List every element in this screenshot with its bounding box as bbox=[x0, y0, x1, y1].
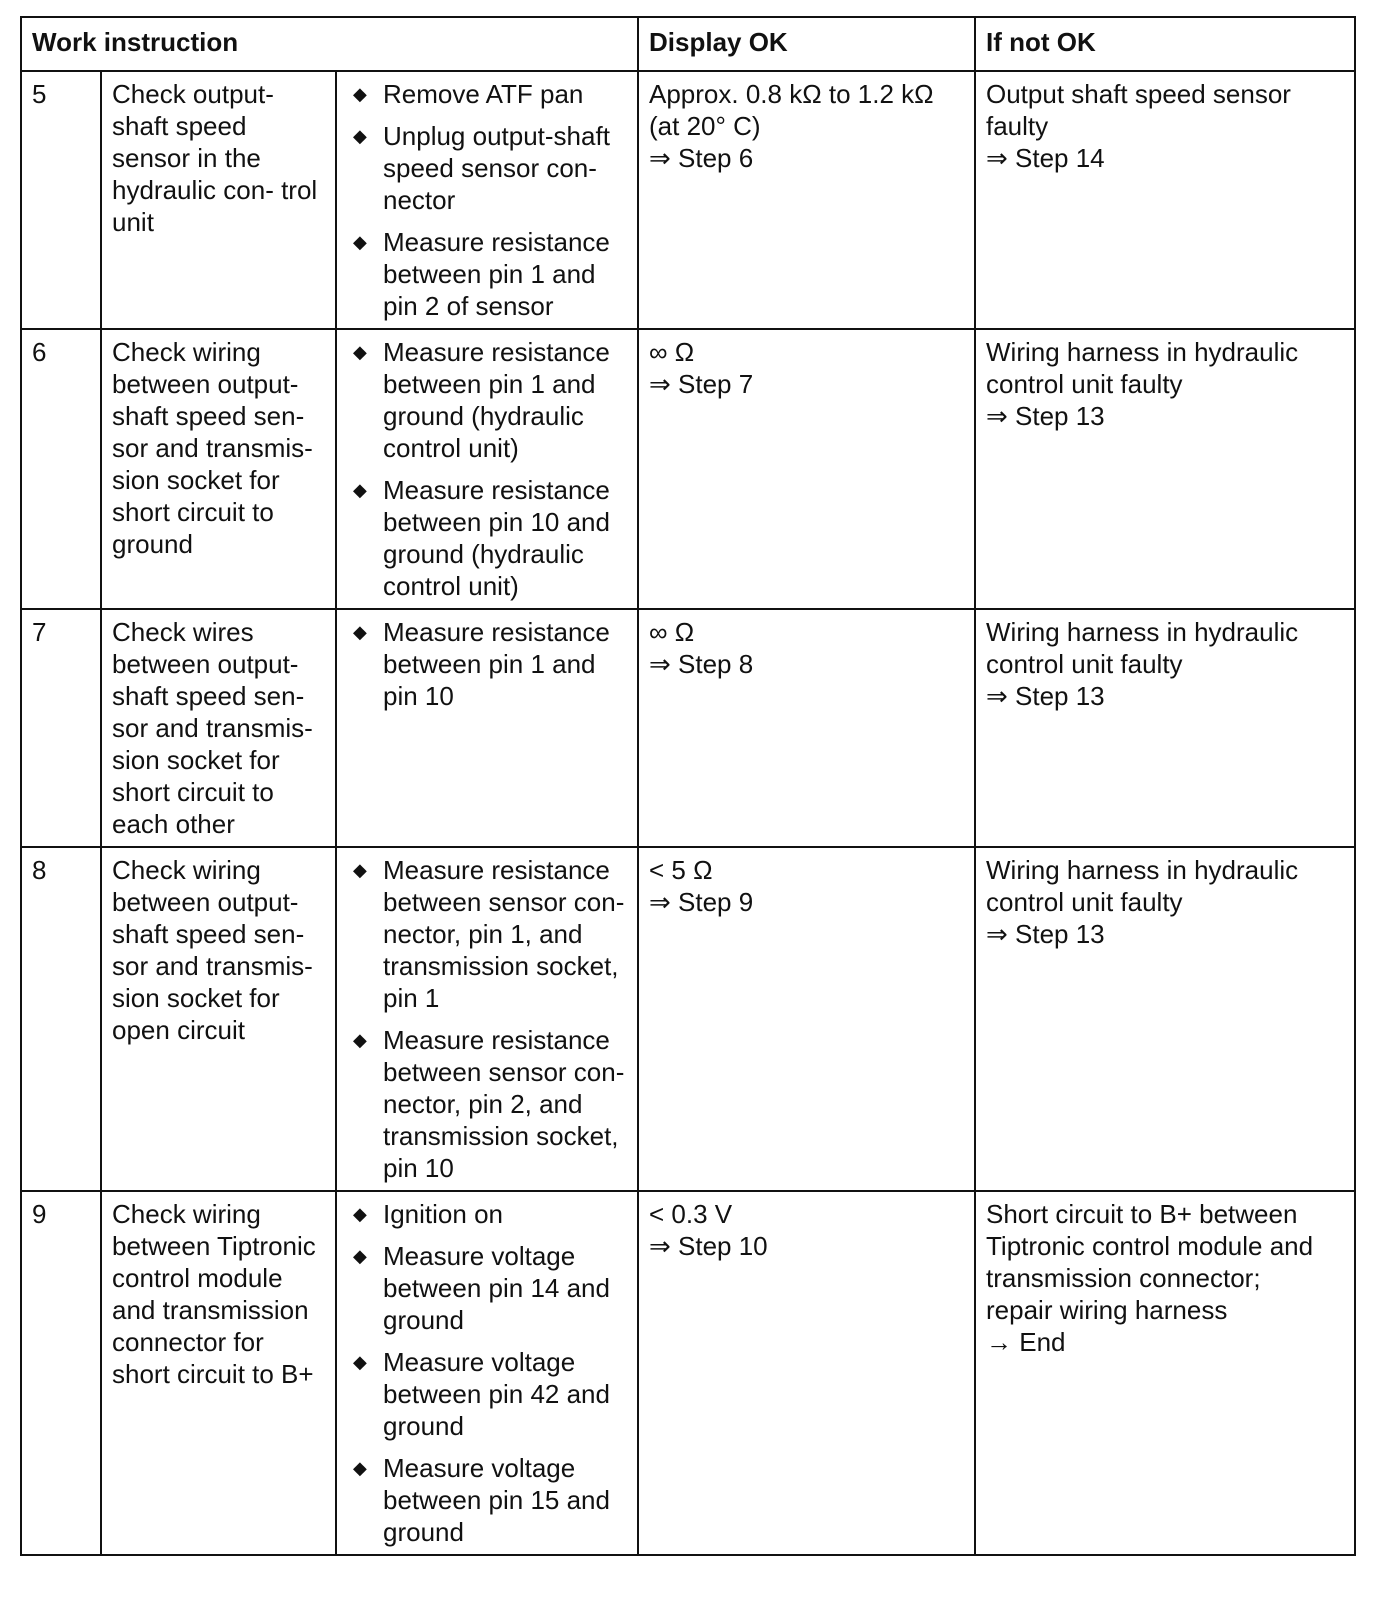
header-work-instruction: Work instruction bbox=[21, 17, 638, 71]
action-list-cell bbox=[336, 71, 638, 329]
diamond-bullet-icon: ◆ bbox=[353, 126, 367, 146]
table-row bbox=[21, 1191, 1355, 1555]
action-list bbox=[347, 1198, 627, 1548]
action-text: Measure voltage between pin 15 and ground bbox=[383, 1453, 610, 1547]
if-not-ok-line: control unit faulty bbox=[986, 887, 1183, 917]
action-list-cell bbox=[336, 329, 638, 609]
action-item bbox=[347, 1346, 627, 1442]
if-not-ok-line: Output shaft speed sensor bbox=[986, 79, 1291, 109]
action-item bbox=[347, 78, 627, 110]
action-list-cell bbox=[336, 1191, 638, 1555]
display-ok-line: (at 20° C) bbox=[649, 111, 761, 141]
display-ok-line: ⇒ Step 6 bbox=[649, 143, 754, 173]
action-text: Measure resistance between pin 10 and ground (hydraulic control unit) bbox=[383, 475, 610, 601]
diamond-bullet-icon: ◆ bbox=[353, 232, 367, 252]
if-not-ok-cell bbox=[975, 329, 1355, 609]
header-display-ok: Display OK bbox=[638, 17, 975, 71]
display-ok-cell bbox=[638, 847, 975, 1191]
display-ok-line: ⇒ Step 7 bbox=[649, 369, 754, 399]
if-not-ok-line: Wiring harness in hydraulic bbox=[986, 337, 1299, 367]
if-not-ok-line: transmission connector; bbox=[986, 1263, 1261, 1293]
display-ok-line: ∞ Ω bbox=[649, 617, 695, 647]
action-item bbox=[347, 1452, 627, 1548]
diamond-bullet-icon: ◆ bbox=[353, 84, 367, 104]
display-ok-line: ⇒ Step 8 bbox=[649, 649, 754, 679]
if-not-ok-line: ⇒ Step 13 bbox=[986, 681, 1105, 711]
diamond-bullet-icon: ◆ bbox=[353, 1458, 367, 1478]
diamond-bullet-icon: ◆ bbox=[353, 1030, 367, 1050]
work-instruction-table bbox=[20, 16, 1356, 1556]
action-text: Measure resistance between pin 1 and pin 2 of sensor bbox=[383, 227, 610, 321]
action-text: Unplug output-shaft speed sensor con- nector bbox=[383, 121, 610, 215]
if-not-ok-line: Wiring harness in hydraulic bbox=[986, 617, 1299, 647]
display-ok-line: < 5 Ω bbox=[649, 855, 713, 885]
if-not-ok-line: Tiptronic control module and bbox=[986, 1231, 1314, 1261]
action-item bbox=[347, 120, 627, 216]
check-description: Check wiring between Tiptronic control module and transmission connector for short circuit to B+ bbox=[101, 1191, 336, 1555]
if-not-ok-line: control unit faulty bbox=[986, 369, 1183, 399]
if-not-ok-cell bbox=[975, 609, 1355, 847]
action-text: Measure voltage between pin 14 and ground bbox=[383, 1241, 610, 1335]
step-number: 8 bbox=[21, 847, 101, 1191]
diamond-bullet-icon: ◆ bbox=[353, 342, 367, 362]
if-not-ok-line: repair wiring harness bbox=[986, 1295, 1228, 1325]
diamond-bullet-icon: ◆ bbox=[353, 860, 367, 880]
action-item bbox=[347, 336, 627, 464]
step-number: 5 bbox=[21, 71, 101, 329]
if-not-ok-line: → End bbox=[986, 1327, 1066, 1357]
action-text: Remove ATF pan bbox=[383, 79, 584, 109]
action-item bbox=[347, 226, 627, 322]
action-text: Measure voltage between pin 42 and ground bbox=[383, 1347, 610, 1441]
step-number: 7 bbox=[21, 609, 101, 847]
diamond-bullet-icon: ◆ bbox=[353, 622, 367, 642]
table-row bbox=[21, 71, 1355, 329]
table-row bbox=[21, 847, 1355, 1191]
diamond-bullet-icon: ◆ bbox=[353, 480, 367, 500]
work-instruction-table-container bbox=[20, 16, 1354, 1556]
action-list bbox=[347, 854, 627, 1184]
if-not-ok-line: faulty bbox=[986, 111, 1049, 141]
action-list bbox=[347, 336, 627, 602]
table-header-row bbox=[21, 17, 1355, 71]
display-ok-cell bbox=[638, 1191, 975, 1555]
if-not-ok-line: ⇒ Step 13 bbox=[986, 401, 1105, 431]
action-text: Measure resistance between sensor con- nector, pin 1, and transmission socket, pin 1 bbox=[383, 855, 625, 1013]
action-text: Measure resistance between sensor con- nector, pin 2, and transmission socket, pin 10 bbox=[383, 1025, 625, 1183]
diamond-bullet-icon: ◆ bbox=[353, 1204, 367, 1224]
display-ok-line: ∞ Ω bbox=[649, 337, 695, 367]
check-description: Check output-shaft speed sensor in the hydraulic con- trol unit bbox=[101, 71, 336, 329]
if-not-ok-cell bbox=[975, 1191, 1355, 1555]
action-list bbox=[347, 78, 627, 322]
check-description: Check wiring between output- shaft speed sen- sor and transmis- sion socket for open circuit bbox=[101, 847, 336, 1191]
display-ok-cell bbox=[638, 71, 975, 329]
action-list bbox=[347, 616, 627, 712]
step-number: 6 bbox=[21, 329, 101, 609]
action-item bbox=[347, 1024, 627, 1184]
display-ok-cell bbox=[638, 609, 975, 847]
action-item bbox=[347, 1240, 627, 1336]
action-item bbox=[347, 474, 627, 602]
table-row bbox=[21, 329, 1355, 609]
if-not-ok-cell bbox=[975, 71, 1355, 329]
action-list-cell bbox=[336, 847, 638, 1191]
if-not-ok-line: ⇒ Step 13 bbox=[986, 919, 1105, 949]
action-text: Measure resistance between pin 1 and pin 10 bbox=[383, 617, 610, 711]
check-description: Check wires between output- shaft speed sen- sor and transmis- sion socket for short circuit to each other bbox=[101, 609, 336, 847]
step-number: 9 bbox=[21, 1191, 101, 1555]
if-not-ok-line: control unit faulty bbox=[986, 649, 1183, 679]
action-item bbox=[347, 854, 627, 1014]
if-not-ok-line: Wiring harness in hydraulic bbox=[986, 855, 1299, 885]
diamond-bullet-icon: ◆ bbox=[353, 1352, 367, 1372]
display-ok-line: Approx. 0.8 kΩ to 1.2 kΩ bbox=[649, 79, 934, 109]
header-if-not-ok: If not OK bbox=[975, 17, 1355, 71]
action-text: Ignition on bbox=[383, 1199, 503, 1229]
if-not-ok-line: Short circuit to B+ between bbox=[986, 1199, 1298, 1229]
table-row bbox=[21, 609, 1355, 847]
check-description: Check wiring between output- shaft speed sen- sor and transmis- sion socket for short circuit to ground bbox=[101, 329, 336, 609]
diamond-bullet-icon: ◆ bbox=[353, 1246, 367, 1266]
display-ok-line: < 0.3 V bbox=[649, 1199, 733, 1229]
if-not-ok-line: ⇒ Step 14 bbox=[986, 143, 1105, 173]
action-text: Measure resistance between pin 1 and ground (hydraulic control unit) bbox=[383, 337, 610, 463]
if-not-ok-cell bbox=[975, 847, 1355, 1191]
display-ok-line: ⇒ Step 9 bbox=[649, 887, 754, 917]
action-item bbox=[347, 1198, 627, 1230]
action-item bbox=[347, 616, 627, 712]
action-list-cell bbox=[336, 609, 638, 847]
display-ok-line: ⇒ Step 10 bbox=[649, 1231, 768, 1261]
display-ok-cell bbox=[638, 329, 975, 609]
